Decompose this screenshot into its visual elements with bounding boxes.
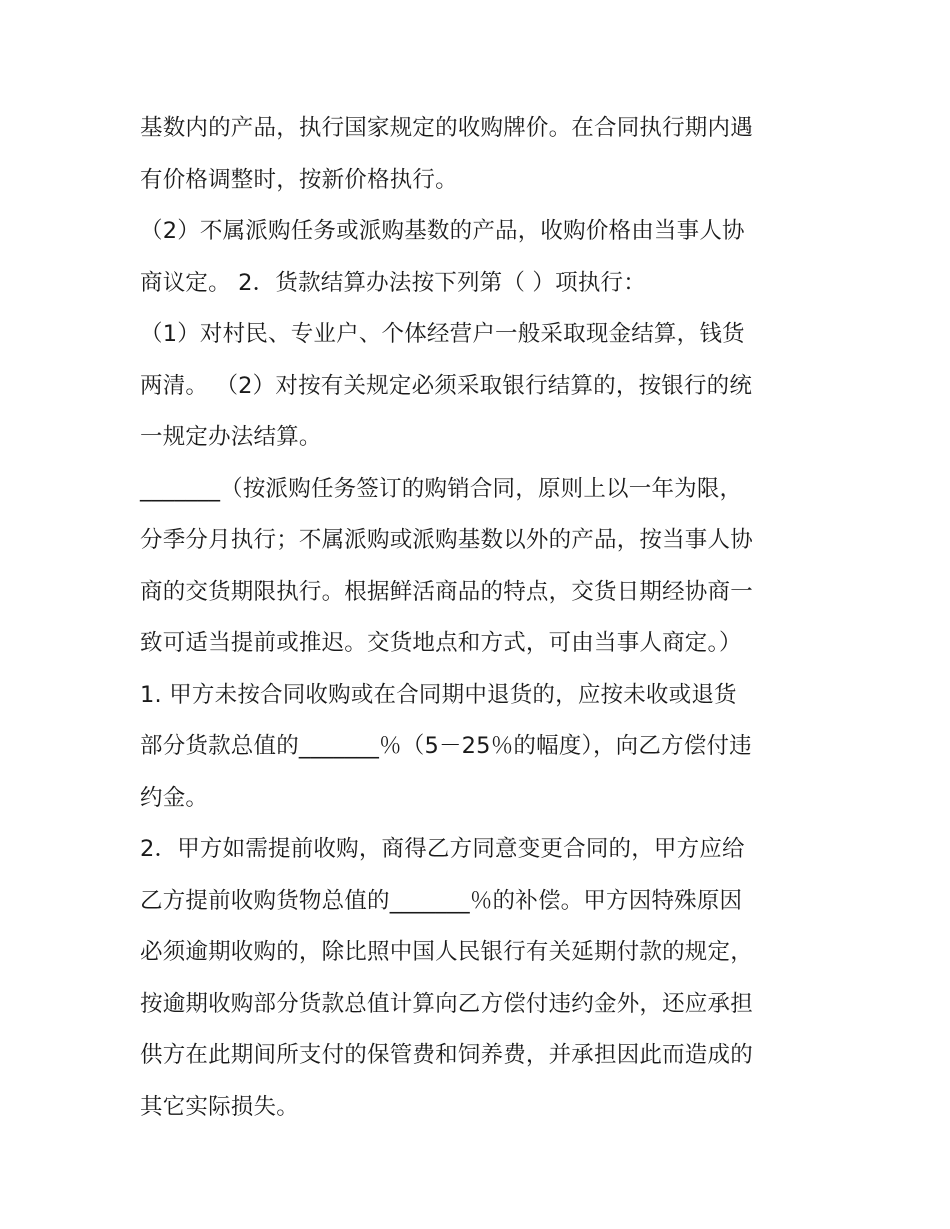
text-line: 致可适当提前或推迟。交货地点和方式，可由当事人商定。） <box>140 630 742 656</box>
text-line: 乙方提前收购货物总值的_______％的补偿。甲方因特殊原因 <box>140 887 743 914</box>
text-line: 有价格调整时，按新价格执行。 <box>140 166 458 193</box>
text-line: _______（按派购任务签订的购销合同，原则上以一年为限， <box>140 475 743 502</box>
text-line: （2）不属派购任务或派购基数的产品，收购价格由当事人协 <box>140 218 745 244</box>
document-body <box>140 103 820 1133</box>
text-line: 按逾期收购部分货款总值计算向乙方偿付违约金外，还应承担 <box>140 990 753 1017</box>
text-line: 商议定。 2．货款结算办法按下列第（ ）项执行： <box>140 269 646 296</box>
text-line: 1. 甲方未按合同收购或在合同期中退货的，应按未收或退货 <box>140 681 737 708</box>
text-line: 一规定办法结算。 <box>140 424 322 450</box>
text-line: 必须逾期收购的，除比照中国人民银行有关延期付款的规定， <box>140 939 753 965</box>
text-line: 基数内的产品，执行国家规定的收购牌价。在合同执行期内遇 <box>140 115 753 141</box>
text-line: 两清。 （2）对按有关规定必须采取银行结算的，按银行的统 <box>140 372 753 399</box>
text-line: 其它实际损失。 <box>140 1093 299 1120</box>
text-line: 分季分月执行；不属派购或派购基数以外的产品，按当事人协 <box>140 527 753 553</box>
text-line: 约金。 <box>140 784 209 811</box>
text-line: 供方在此期间所支付的保管费和饲养费，并承担因此而造成的 <box>140 1042 753 1068</box>
text-line: 商的交货期限执行。根据鲜活商品的特点，交货日期经协商一 <box>140 578 753 605</box>
text-line: 部分货款总值的_______％（5－25％的幅度），向乙方偿付违 <box>140 733 752 759</box>
text-line: 2．甲方如需提前收购，商得乙方同意变更合同的，甲方应给 <box>140 836 745 862</box>
text-line: （1）对村民、专业户、个体经营户一般采取现金结算，钱货 <box>140 321 745 347</box>
